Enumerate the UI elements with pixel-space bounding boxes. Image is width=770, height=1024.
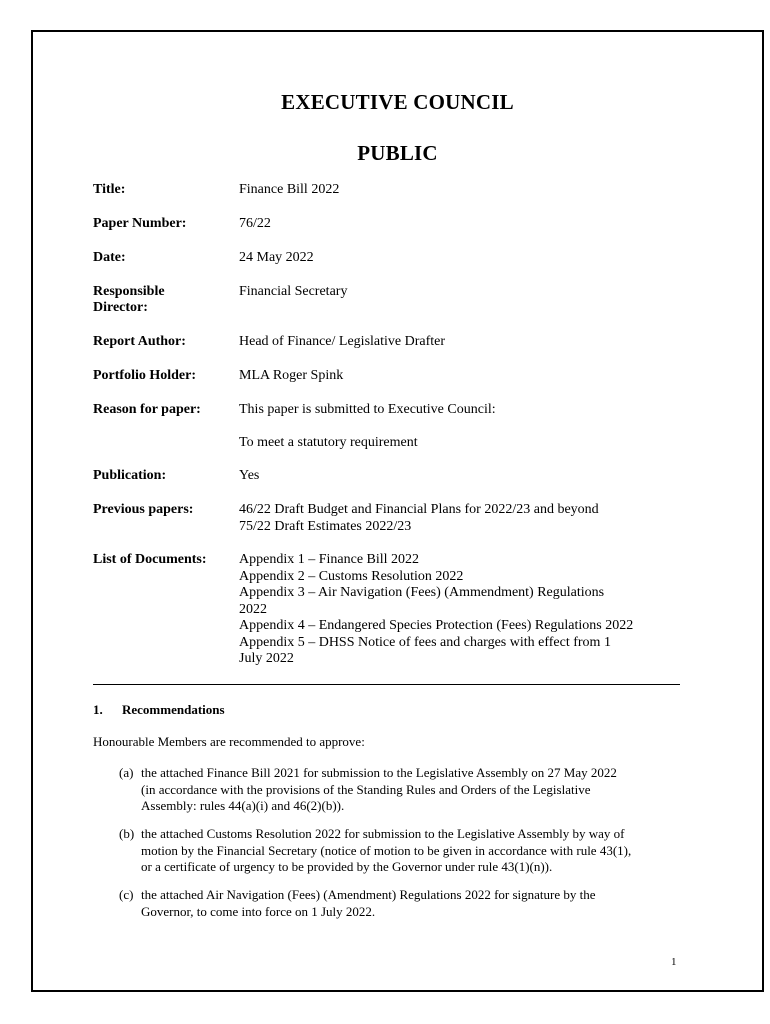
documents-list [239, 552, 633, 668]
reason-value-2: To meet a statutory requirement [239, 435, 418, 450]
date-label: Date: [93, 250, 126, 265]
document-line: Appendix 2 – Customs Resolution 2022 [239, 568, 464, 584]
title-label: Title: [93, 182, 126, 197]
reason-label: Reason for paper: [93, 402, 201, 417]
item-line: motion by the Financial Secretary (notice of motion to be given in accordance with rule 43(1), [141, 842, 632, 858]
item-letter-b: (b) [119, 826, 135, 841]
previous-paper-item: 46/22 Draft Budget and Financial Plans for 2022/23 and beyond [239, 502, 599, 517]
classification-title: PUBLIC [357, 141, 438, 165]
paper-number-value: 76/22 [239, 216, 271, 231]
item-line: (in accordance with the provisions of the Standing Rules and Orders of the Legislative [141, 781, 591, 797]
document-line: Appendix 3 – Air Navigation (Fees) (Ammendment) Regulations [239, 585, 605, 600]
section-heading: Recommendations [122, 702, 225, 717]
item-letter-c: (c) [119, 887, 134, 902]
page-number: 1 [671, 956, 677, 968]
title-value: Finance Bill 2022 [239, 182, 340, 197]
previous-papers-list [239, 502, 599, 535]
responsible-director-label-line1: Responsible [93, 284, 165, 299]
recommendation-item-b [141, 826, 681, 876]
date-value: 24 May 2022 [239, 250, 314, 265]
document-line: Appendix 4 – Endangered Species Protection (Fees) Regulations 2022 [239, 618, 634, 633]
section-number: 1. [93, 702, 103, 717]
document-line: Appendix 5 – DHSS Notice of fees and charges with effect from 1 [239, 634, 611, 650]
previous-papers-label: Previous papers: [93, 502, 194, 517]
recommendation-item-a [141, 765, 681, 815]
responsible-director-value: Financial Secretary [239, 284, 348, 299]
item-line: the attached Air Navigation (Fees) (Amendment) Regulations 2022 for signature by the [141, 887, 596, 902]
document-line: 2022 [239, 601, 267, 617]
portfolio-holder-value: MLA Roger Spink [239, 368, 344, 383]
report-author-value: Head of Finance/ Legislative Drafter [239, 334, 446, 349]
item-line: Assembly: rules 44(a)(i) and 46(2)(b)). [141, 798, 345, 813]
item-line: or a certificate of urgency to be provided by the Governor under rule 43(1)(n)). [141, 859, 553, 874]
council-title: EXECUTIVE COUNCIL [281, 90, 514, 114]
document-page [31, 30, 764, 992]
publication-value: Yes [239, 468, 260, 483]
recommendation-item-c [141, 887, 681, 920]
document-line: July 2022 [239, 651, 294, 666]
list-of-documents-label: List of Documents: [93, 552, 207, 567]
recommendations-intro: Honourable Members are recommended to approve: [93, 734, 365, 749]
responsible-director-label [93, 284, 165, 316]
item-line: the attached Finance Bill 2021 for submission to the Legislative Assembly on 27 May 2022 [141, 765, 617, 780]
publication-label: Publication: [93, 468, 167, 483]
previous-paper-item: 75/22 Draft Estimates 2022/23 [239, 518, 412, 534]
document-line: Appendix 1 – Finance Bill 2022 [239, 552, 420, 567]
portfolio-holder-label: Portfolio Holder: [93, 368, 197, 383]
item-line: Governor, to come into force on 1 July 2022. [141, 903, 376, 919]
responsible-director-label-line2: Director: [93, 300, 148, 315]
item-line: the attached Customs Resolution 2022 for submission to the Legislative Assembly by way of [141, 826, 625, 841]
report-author-label: Report Author: [93, 334, 186, 349]
section-divider [93, 684, 680, 685]
item-letter-a: (a) [119, 765, 134, 780]
reason-value: This paper is submitted to Executive Council: [239, 402, 496, 417]
paper-number-label: Paper Number: [93, 216, 187, 231]
